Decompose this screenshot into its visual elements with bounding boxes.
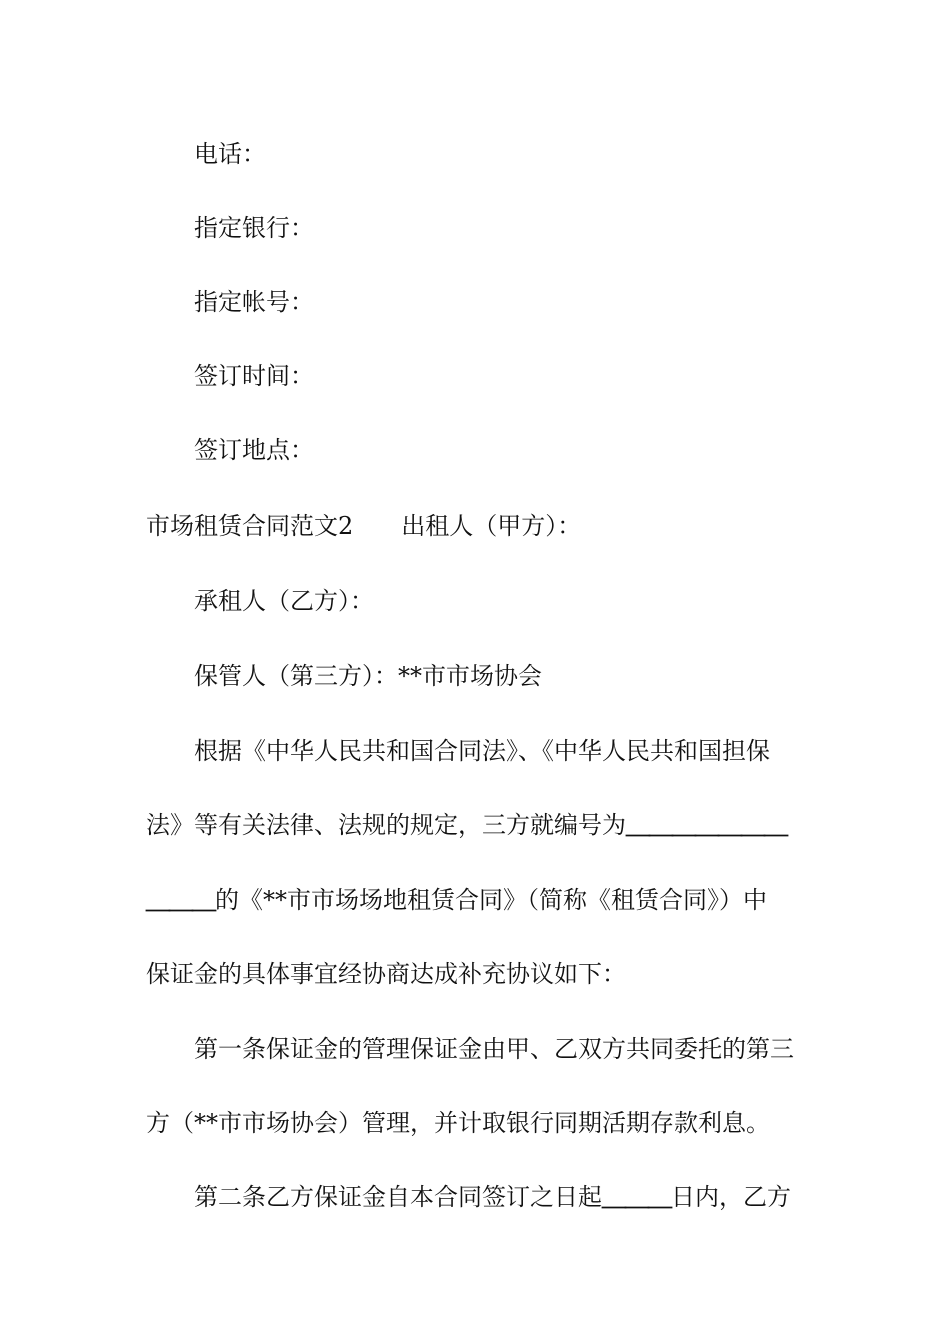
paragraph-1-line-3: [146, 884, 806, 916]
custodian-field: 保管人（第三方）：**市市场协会: [194, 662, 542, 690]
paragraph-1-line-3-text: 的《**市市场场地租赁合同》（简称《租赁合同》）中: [215, 886, 767, 914]
paragraph-1-line-2: [146, 809, 806, 841]
bank-field: 指定银行：: [194, 214, 314, 242]
paragraph-1-line-1-text: 根据《中华人民共和国合同法》、《中华人民共和国担保: [194, 737, 770, 765]
contract-number-blank: ＿＿＿＿＿＿＿: [626, 810, 787, 839]
article-2-line-1-text: 第二条乙方保证金自本合同签订之日起: [194, 1183, 602, 1211]
signing-date-field: 签订时间：: [194, 362, 314, 390]
account-field: 指定帐号：: [194, 288, 314, 316]
article-1-line-2: 方（**市市场协会）管理，并计取银行同期活期存款利息。: [146, 1109, 770, 1137]
contract-number-blank-cont: ＿＿＿: [146, 885, 215, 914]
phone-field: 电话：: [194, 140, 266, 168]
article-1-line-1: 第一条保证金的管理保证金由甲、乙双方共同委托的第三: [194, 1035, 794, 1063]
lessee-field: 承租人（乙方）：: [194, 587, 374, 615]
article-2-line-1-tail: 日内，乙方: [671, 1183, 791, 1211]
days-blank: ＿＿＿: [602, 1182, 671, 1211]
article-2-line-1: [194, 1181, 806, 1213]
signing-place-field: 签订地点：: [194, 436, 314, 464]
paragraph-1-line-1: [194, 735, 806, 767]
lessor-field: 出租人（甲方）：: [401, 512, 582, 540]
section-heading-row: [146, 510, 806, 542]
paragraph-1-line-2-text: 法》等有关法律、法规的规定，三方就编号为: [146, 811, 626, 839]
section-heading: 市场租赁合同范文2: [146, 512, 354, 540]
paragraph-1-line-4: 保证金的具体事宜经协商达成补充协议如下：: [146, 960, 626, 988]
